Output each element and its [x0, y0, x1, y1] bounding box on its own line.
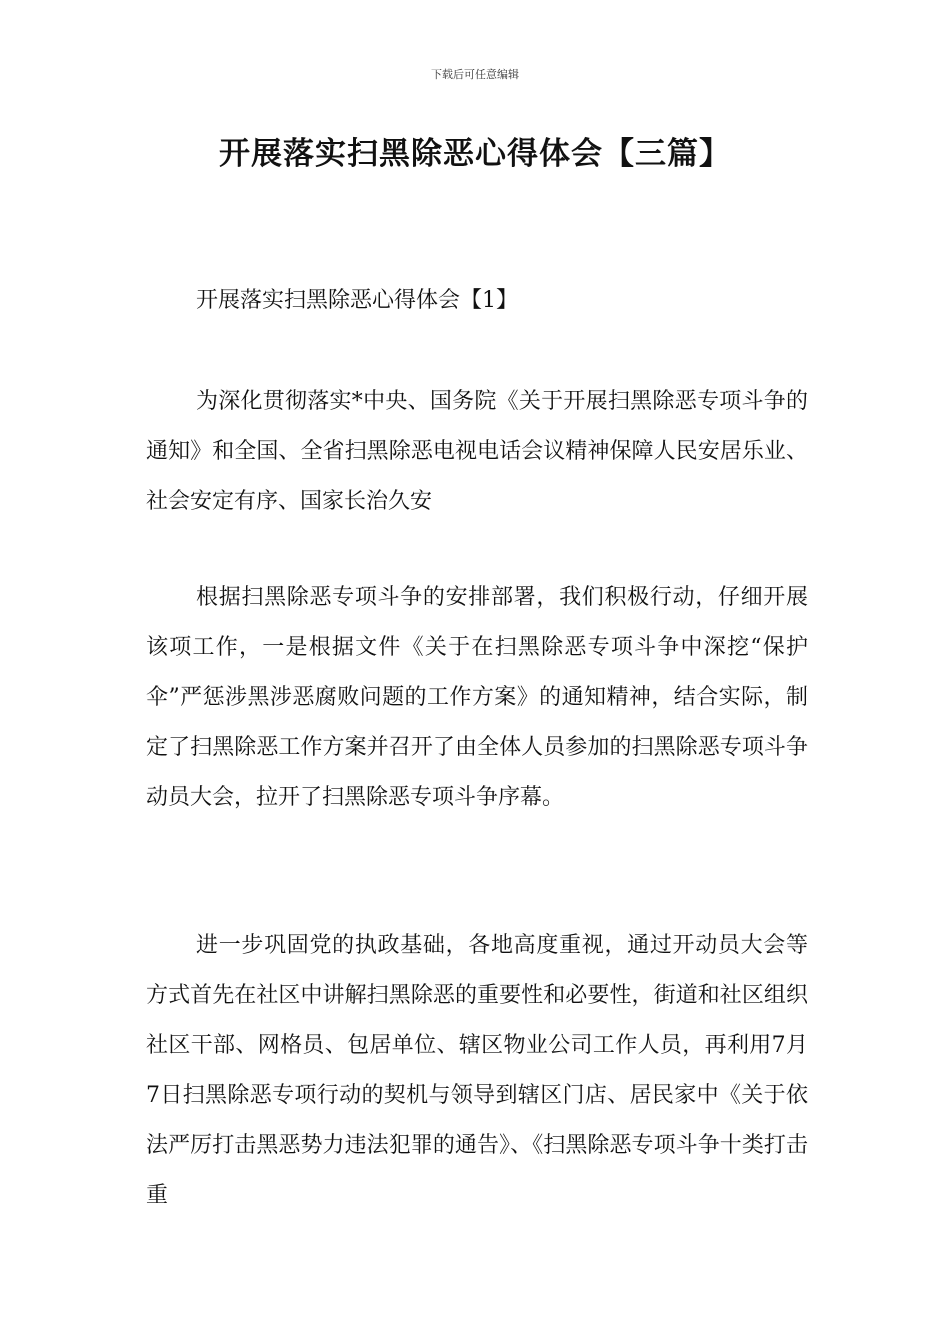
paragraph-1: 为深化贯彻落实*中央、国务院《关于开展扫黑除恶专项斗争的通知》和全国、全省扫黑除恶电视电话会议精神保障人民安居乐业、社会安定有序、国家长治久安 — [146, 389, 808, 514]
paragraph-2: 根据扫黑除恶专项斗争的安排部署，我们积极行动，仔细开展该项工作，一是根据文件《关于在扫黑除恶专项斗争中深挖“保护伞”严惩涉黑涉恶腐败问题的工作方案》的通知精神，结合实际，制定了扫黑除恶工作方案并召开了由全体人员参加的扫黑除恶专项斗争动员大会，拉开了扫黑除恶专项斗争序幕。 — [146, 585, 808, 810]
header-note: 下载后可任意编辑 — [431, 68, 519, 81]
document-title: 开展落实扫黑除恶心得体会【三篇】 — [219, 136, 731, 172]
paragraph-3: 进一步巩固党的执政基础，各地高度重视，通过开动员大会等方式首先在社区中讲解扫黑除恶的重要性和必要性，街道和社区组织社区干部、网格员、包居单位、辖区物业公司工作人员，再利用7月7日扫黑除恶专项行动的契机与领导到辖区门店、居民家中《关于依法严厉打击黑恶势力违法犯罪的通告》、《扫黑除恶专项斗争十类打击重 — [146, 933, 808, 1208]
section-heading: 开展落实扫黑除恶心得体会【1】 — [196, 288, 518, 313]
